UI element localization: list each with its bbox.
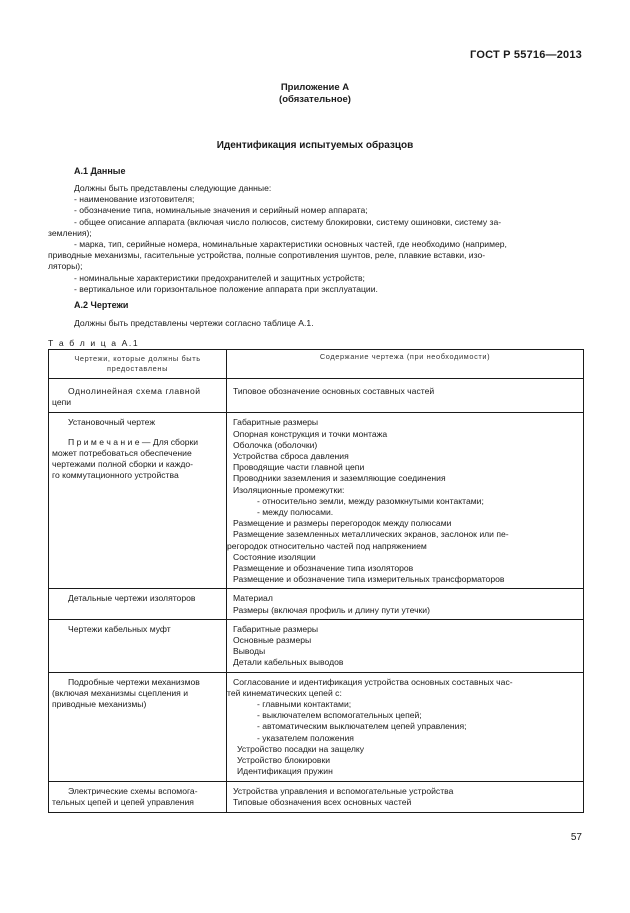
cell-line: Электрические схемы вспомога- — [68, 785, 198, 796]
cell-line: Состояние изоляции — [233, 551, 316, 562]
cell-line: - автоматическим выключателем цепей управления; — [257, 721, 467, 732]
note-line: го коммутационного устройства — [52, 470, 179, 481]
cell-line: - главными контактами; — [257, 699, 352, 710]
cell-line: Устройство посадки на защелку — [237, 743, 365, 754]
drawings-table — [48, 349, 584, 813]
table-row — [49, 379, 584, 413]
cell-line: тей кинематических цепей с: — [227, 687, 342, 698]
cell-line: Размещение и размеры перегородок между полюсами — [233, 518, 452, 529]
cell-line: Согласование и идентификация устройства основных составных час- — [233, 676, 513, 687]
cell-line: - между полюсами. — [257, 507, 334, 518]
table-caption: Т а б л и ц а А.1 — [48, 338, 140, 348]
cell-line: Размещение заземленных металлических экранов, заслонок или пе- — [233, 529, 509, 540]
paragraph-line: приводные механизмы, гасительные устройства, полные сопротивления шунтов, реле, плавкие вставки, изо- — [48, 250, 486, 261]
paragraph-line: ляторы); — [48, 261, 83, 272]
cell-line: Устройства управления и вспомогательные устройства — [233, 785, 454, 796]
row-content-cell — [227, 379, 584, 413]
cell-line: Устройство блокировки — [237, 755, 331, 766]
cell-line: Размещение и обозначение типа измерительных трансформаторов — [233, 574, 505, 585]
paragraph-line: - марка, тип, серийные номера, номинальные характеристики основных частей, где необходимо (например, — [74, 239, 507, 250]
cell-line: Детали кабельных выводов — [233, 657, 344, 668]
paragraph-line: - обозначение типа, номинальные значения и серийный номер аппарата; — [74, 205, 368, 216]
cell-line: Идентификация пружин — [237, 766, 333, 777]
cell-line: Детальные чертежи изоляторов — [68, 593, 196, 604]
section-a2-heading: А.2 Чертежи — [74, 300, 129, 310]
cell-line: Установочный чертеж — [68, 417, 156, 428]
row-content-cell — [227, 672, 584, 781]
paragraph-line: - наименование изготовителя; — [74, 194, 195, 205]
table-row — [49, 781, 584, 812]
cell-line: Проводящие части главной цепи — [233, 462, 365, 473]
cell-line: Габаритные размеры — [233, 417, 319, 428]
table-row — [49, 672, 584, 781]
note-line: чертежами полной сборки и каждо- — [52, 459, 194, 470]
cell-line: Выводы — [233, 646, 266, 657]
cell-line: Размеры (включая профиль и длину пути утечки) — [233, 604, 430, 615]
cell-line: Материал — [233, 593, 273, 604]
row-drawing-cell — [49, 413, 227, 589]
row-drawing-cell — [49, 379, 227, 413]
paragraph-line: - вертикальное или горизонтальное положение аппарата при эксплуатации. — [74, 283, 378, 294]
table-header-drawings: Чертежи, которые должны быть предоставлены — [49, 350, 227, 379]
page-number: 57 — [570, 832, 582, 843]
section-a2-text: Должны быть представлены чертежи согласно таблице А.1. — [74, 318, 314, 328]
cell-line: Чертежи кабельных муфт — [68, 623, 171, 634]
cell-line: Устройства сброса давления — [233, 451, 349, 462]
row-content-cell — [227, 781, 584, 812]
row-content-cell — [227, 619, 584, 672]
cell-line: Типовые обозначения всех основных частей — [233, 796, 412, 807]
paragraph-line: - номинальные характеристики предохранителей и защитных устройств; — [74, 272, 365, 283]
table-row — [49, 413, 584, 589]
note-line: П р и м е ч а н и е — Для сборки — [68, 436, 199, 447]
cell-line: Однолинейная схема главной — [68, 386, 201, 396]
cell-line: Подробные чертежи механизмов — [68, 676, 200, 687]
document-title: Идентификация испытуемых образцов — [216, 140, 414, 151]
row-content-cell — [227, 589, 584, 619]
row-drawing-cell — [49, 589, 227, 619]
standard-number: ГОСТ Р 55716—2013 — [470, 49, 582, 61]
annex-title: Приложение А — [280, 82, 350, 93]
section-a1-heading: А.1 Данные — [74, 166, 126, 176]
row-drawing-cell — [49, 619, 227, 672]
cell-line: Изоляционные промежутки: — [233, 484, 345, 495]
cell-line: Основные размеры — [233, 635, 312, 646]
cell-line: цепи — [52, 397, 72, 408]
cell-line: Размещение и обозначение типа изоляторов — [233, 563, 414, 574]
annex-subtitle: (обязательное) — [279, 94, 351, 105]
table-header-content: Содержание чертежа (при необходимости) — [227, 350, 584, 379]
table-header-row — [49, 350, 584, 379]
cell-line: Типовое обозначение основных составных частей — [233, 386, 435, 396]
cell-line: Опорная конструкция и точки монтажа — [233, 428, 388, 439]
cell-line: - относительно земли, между разомкнутыми контактами; — [257, 495, 484, 506]
note-line: может потребоваться обеспечение — [52, 447, 192, 458]
cell-line: (включая механизмы сцепления и — [52, 687, 189, 698]
paragraph-line: земления); — [48, 227, 92, 238]
paragraph-line: Должны быть представлены следующие данные: — [74, 183, 272, 193]
section-a1-body — [48, 183, 584, 295]
table-row — [49, 589, 584, 619]
cell-line: - выключателем вспомогательных цепей; — [257, 710, 422, 721]
row-drawing-cell — [49, 672, 227, 781]
row-content-cell — [227, 413, 584, 589]
row-drawing-cell — [49, 781, 227, 812]
cell-line: тельных цепей и цепей управления — [52, 796, 194, 807]
cell-line: Проводники заземления и заземляющие соединения — [233, 473, 446, 484]
paragraph-line: - общее описание аппарата (включая число полюсов, систему блокировки, систему ошиновки, систему за- — [74, 216, 502, 227]
cell-line: Оболочка (оболочки) — [233, 439, 318, 450]
cell-line: приводные механизмы) — [52, 699, 147, 710]
cell-line: Габаритные размеры — [233, 623, 319, 634]
cell-line: - указателем положения — [257, 732, 354, 743]
cell-line: регородок относительно частей под напряжением — [227, 540, 427, 551]
table-row — [49, 619, 584, 672]
